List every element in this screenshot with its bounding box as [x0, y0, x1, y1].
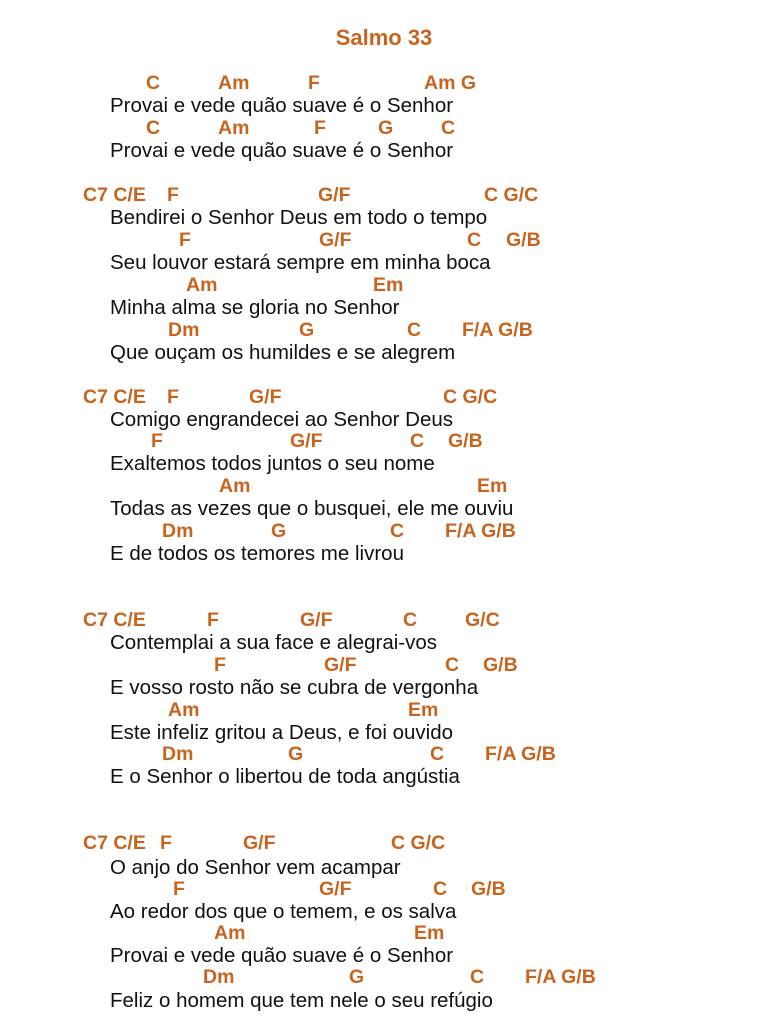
chord: F [151, 430, 163, 452]
chord-row [0, 430, 768, 452]
chord: C [403, 609, 418, 631]
lyric-line: Seu louvor estará sempre em minha boca [110, 251, 491, 274]
chord: C7 C/E [83, 386, 146, 408]
chord: C [146, 117, 161, 139]
chord: C [470, 966, 485, 988]
chord-row [0, 922, 768, 944]
chord: F [160, 832, 172, 854]
chord: C7 C/E [83, 184, 146, 206]
chord: Am G [424, 72, 477, 94]
chord: C G/C [443, 386, 498, 408]
lyric-line: Bendirei o Senhor Deus em todo o tempo [110, 206, 488, 229]
chord: C [433, 878, 448, 900]
lyric-line: Comigo engrandecei ao Senhor Deus [110, 408, 454, 431]
chord: G [299, 319, 315, 341]
chord: F/A G/B [445, 520, 516, 542]
song-title: Salmo 33 [335, 25, 433, 50]
chord: C7 C/E [83, 832, 146, 854]
chord-row [0, 274, 768, 296]
chord: G/B [471, 878, 506, 900]
chord: Dm [162, 743, 194, 765]
chord: G [288, 743, 304, 765]
chord: G/F [324, 654, 357, 676]
chord-row [0, 475, 768, 497]
lyric-line: Provai e vede quão suave é o Senhor [110, 944, 454, 967]
chord: G [349, 966, 365, 988]
chord: F [314, 117, 326, 139]
chord: Am [214, 922, 246, 944]
chord: C [467, 229, 482, 251]
chord: C [146, 72, 161, 94]
chord: Em [408, 699, 439, 721]
chord: C [390, 520, 405, 542]
chord: Dm [168, 319, 200, 341]
chord: C [407, 319, 422, 341]
chord: F [214, 654, 226, 676]
lyric-line: Ao redor dos que o temem, e os salva [110, 900, 457, 923]
lyric-line: Minha alma se gloria no Senhor [110, 296, 400, 319]
lyric-line: O anjo do Senhor vem acampar [110, 856, 401, 879]
chord: F/A G/B [525, 966, 596, 988]
lyric-line: Contemplai a sua face e alegrai-vos [110, 631, 438, 654]
chord: Em [414, 922, 445, 944]
chord-row [0, 72, 768, 94]
chord: C [441, 117, 456, 139]
chord: G/C [465, 609, 500, 631]
lyric-line: Provai e vede quão suave é o Senhor [110, 94, 454, 117]
chord-row [0, 520, 768, 542]
chord-row [0, 117, 768, 139]
chord: F [308, 72, 320, 94]
chord-row [0, 699, 768, 721]
chord: Em [477, 475, 508, 497]
chord-row [0, 319, 768, 341]
chord: G/F [290, 430, 323, 452]
lyric-line: E vosso rosto não se cubra de vergonha [110, 676, 479, 699]
lyric-line: Que ouçam os humildes e se alegrem [110, 341, 456, 364]
chord: Am [218, 72, 250, 94]
lyric-line: Exaltemos todos juntos o seu nome [110, 452, 435, 475]
chord-row [0, 832, 768, 854]
chord: G/F [249, 386, 282, 408]
lyric-line: Provai e vede quão suave é o Senhor [110, 139, 454, 162]
chord: G [378, 117, 394, 139]
chord: C [445, 654, 460, 676]
chord: Am [219, 475, 251, 497]
chord-row [0, 229, 768, 251]
chord-row [0, 654, 768, 676]
chord: G/B [483, 654, 518, 676]
chord: F [167, 386, 179, 408]
chord: Em [373, 274, 404, 296]
chord: C G/C [484, 184, 539, 206]
chord-row [0, 743, 768, 765]
lyric-line: E de todos os temores me livrou [110, 542, 404, 565]
chord: F [179, 229, 191, 251]
chord: G/B [448, 430, 483, 452]
chord: F [207, 609, 219, 631]
chord-row [0, 609, 768, 631]
chord: Am [218, 117, 250, 139]
chord: G [271, 520, 287, 542]
chord: Am [186, 274, 218, 296]
chord-row [0, 184, 768, 206]
chord: C G/C [391, 832, 446, 854]
chord: G/F [300, 609, 333, 631]
chord: G/F [319, 878, 352, 900]
lyric-line: E o Senhor o libertou de toda angústia [110, 765, 460, 788]
chord: Am [168, 699, 200, 721]
chord-row [0, 386, 768, 408]
chord: Dm [162, 520, 194, 542]
chord: G/F [319, 229, 352, 251]
chord: F/A G/B [462, 319, 533, 341]
chord: C [410, 430, 425, 452]
chord: C7 C/E [83, 609, 146, 631]
lyric-line: Este infeliz gritou a Deus, e foi ouvido [110, 721, 453, 744]
lyric-line: Feliz o homem que tem nele o seu refúgio [110, 989, 493, 1012]
chord: F [167, 184, 179, 206]
chord: C [430, 743, 445, 765]
chord: G/B [506, 229, 541, 251]
chord: F/A G/B [485, 743, 556, 765]
chord-row [0, 966, 768, 988]
chord-row [0, 878, 768, 900]
chord: Dm [203, 966, 235, 988]
chord: G/F [243, 832, 276, 854]
chord: G/F [318, 184, 351, 206]
lyric-line: Todas as vezes que o busquei, ele me ouviu [110, 497, 514, 520]
chord: F [173, 878, 185, 900]
